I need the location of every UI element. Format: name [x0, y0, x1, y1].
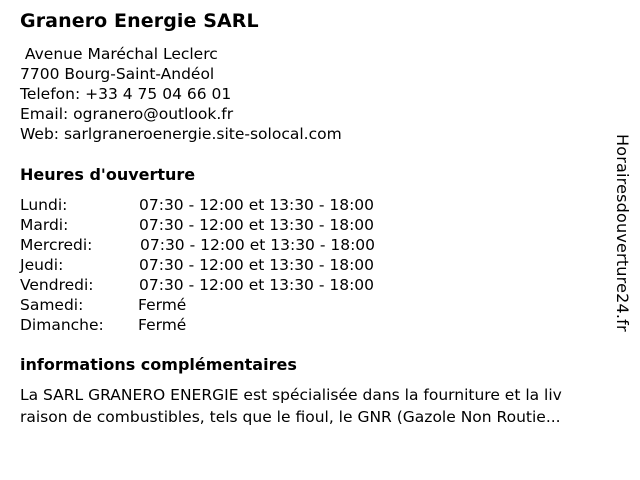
- contact-block: [20, 44, 342, 144]
- site-watermark: Horairesdouverture24.fr: [613, 134, 632, 332]
- address-city: 7700 Bourg-Saint-Andéol: [20, 65, 215, 83]
- time-value: Fermé: [138, 316, 187, 334]
- business-name: Granero Energie SARL: [20, 10, 259, 32]
- day-label: Lundi:: [20, 196, 68, 214]
- time-value: 07:30 - 12:00 et 13:30 - 18:00: [139, 196, 375, 214]
- day-label: Mardi:: [20, 216, 69, 234]
- email-line[interactable]: Email: ogranero@outlook.fr: [20, 105, 234, 123]
- day-label: Dimanche:: [20, 316, 104, 334]
- day-label: Jeudi:: [20, 256, 64, 274]
- day-label: Samedi:: [20, 296, 84, 314]
- time-value: 07:30 - 12:00 et 13:30 - 18:00: [139, 276, 375, 294]
- phone-line[interactable]: Telefon: +33 4 75 04 66 01: [20, 85, 232, 103]
- time-value: Fermé: [138, 296, 187, 314]
- time-value: 07:30 - 12:00 et 13:30 - 18:00: [139, 216, 375, 234]
- info-heading: informations complémentaires: [20, 355, 297, 374]
- address-street: Avenue Maréchal Leclerc: [20, 45, 218, 63]
- time-value: 07:30 - 12:00 et 13:30 - 18:00: [139, 256, 375, 274]
- info-description: [20, 384, 632, 428]
- time-value: 07:30 - 12:00 et 13:30 - 18:00: [140, 236, 376, 254]
- day-label: Mercredi:: [20, 236, 93, 254]
- info-line-2: raison de combustibles, tels que le fioul, le GNR (Gazole Non Routie...: [20, 408, 561, 426]
- day-label: Vendredi:: [20, 276, 94, 294]
- web-line[interactable]: Web: sarlgraneroenergie.site-solocal.com: [20, 125, 342, 143]
- info-line-1: La SARL GRANERO ENERGIE est spécialisée dans la fourniture et la liv: [20, 386, 562, 404]
- hours-heading: Heures d'ouverture: [20, 165, 196, 184]
